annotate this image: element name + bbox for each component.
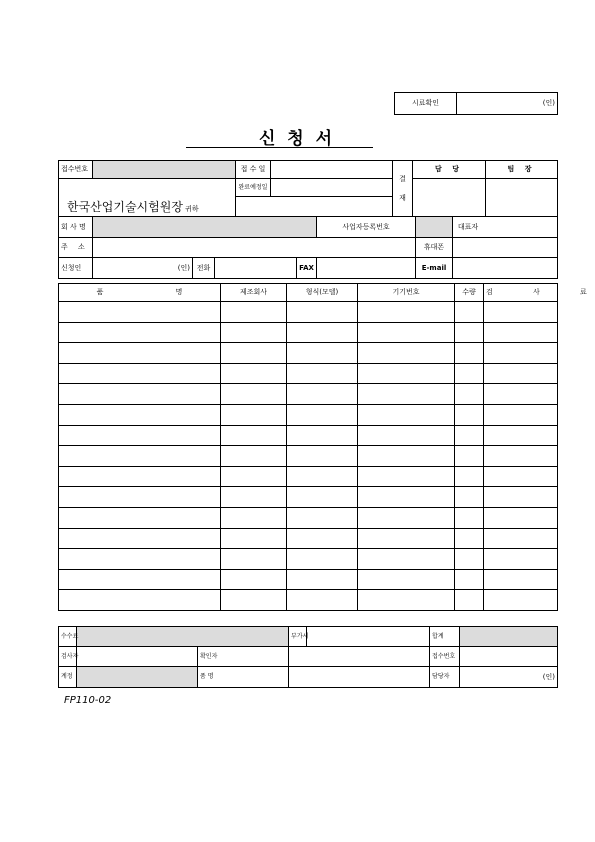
table-cell-inspection-fee[interactable]	[484, 322, 558, 343]
fax-label: FAX	[297, 258, 317, 279]
table-row	[59, 384, 558, 405]
table-cell-device-no[interactable]	[358, 343, 455, 364]
footer-item-label: 품 명	[198, 667, 289, 688]
receipt-no-label: 접수번호	[59, 161, 93, 179]
table-cell-model[interactable]	[287, 590, 358, 611]
total-field[interactable]	[460, 627, 558, 647]
table-cell-item-name[interactable]	[59, 302, 221, 323]
address-label: 주 소	[59, 238, 93, 258]
table-cell-quantity[interactable]	[455, 487, 484, 508]
table-cell-inspection-fee[interactable]	[484, 528, 558, 549]
table-cell-device-no[interactable]	[358, 446, 455, 467]
table-cell-inspection-fee[interactable]	[484, 466, 558, 487]
phone-label: 전화	[193, 258, 215, 279]
fee-field[interactable]	[77, 627, 289, 647]
table-cell-manufacturer[interactable]	[221, 446, 287, 467]
table-cell-model[interactable]	[287, 466, 358, 487]
table-cell-manufacturer[interactable]	[221, 302, 287, 323]
table-cell-quantity[interactable]	[455, 590, 484, 611]
table-cell-quantity[interactable]	[455, 446, 484, 467]
sample-confirm-label: 시료확인	[395, 93, 457, 115]
table-cell-manufacturer[interactable]	[221, 363, 287, 384]
title-underline	[186, 147, 373, 148]
table-cell-quantity[interactable]	[455, 302, 484, 323]
table-cell-inspection-fee[interactable]	[484, 507, 558, 528]
vat-label: 부가세	[289, 627, 307, 647]
receipt-date-field[interactable]	[271, 161, 393, 179]
table-cell-device-no[interactable]	[358, 466, 455, 487]
column-header-device-no: 기기번호	[358, 284, 455, 302]
table-cell-quantity[interactable]	[455, 343, 484, 364]
table-row	[59, 487, 558, 508]
table-cell-item-name[interactable]	[59, 487, 221, 508]
due-date-label: 완료예정일	[236, 179, 271, 197]
table-cell-device-no[interactable]	[358, 590, 455, 611]
table-cell-quantity[interactable]	[455, 466, 484, 487]
table-cell-device-no[interactable]	[358, 569, 455, 590]
addressee-suffix: 귀하	[185, 205, 199, 213]
table-cell-item-name[interactable]	[59, 322, 221, 343]
table-cell-manufacturer[interactable]	[221, 425, 287, 446]
table-cell-manufacturer[interactable]	[221, 404, 287, 425]
table-row	[59, 343, 558, 364]
column-header-quantity: 수량	[455, 284, 484, 302]
table-cell-device-no[interactable]	[358, 549, 455, 570]
table-cell-model[interactable]	[287, 569, 358, 590]
mobile-field[interactable]	[453, 238, 558, 258]
table-cell-inspection-fee[interactable]	[484, 425, 558, 446]
approval-label-bottom: 재	[399, 193, 406, 202]
table-cell-quantity[interactable]	[455, 425, 484, 446]
table-cell-model[interactable]	[287, 302, 358, 323]
table-cell-inspection-fee[interactable]	[484, 302, 558, 323]
column-header-manufacturer: 제조회사	[221, 284, 287, 302]
table-cell-manufacturer[interactable]	[221, 466, 287, 487]
table-cell-inspection-fee[interactable]	[484, 487, 558, 508]
table-cell-item-name[interactable]	[59, 466, 221, 487]
table-cell-item-name[interactable]	[59, 363, 221, 384]
table-cell-device-no[interactable]	[358, 363, 455, 384]
table-cell-item-name[interactable]	[59, 384, 221, 405]
footer-receipt-no-label: 접수번호	[430, 647, 460, 667]
sample-confirm-seal-field[interactable]: (인)	[457, 93, 558, 115]
table-cell-quantity[interactable]	[455, 549, 484, 570]
table-cell-model[interactable]	[287, 487, 358, 508]
vat-field[interactable]	[307, 627, 430, 647]
manager-label: 확인자	[198, 647, 289, 667]
manager-field[interactable]	[289, 647, 430, 667]
table-cell-device-no[interactable]	[358, 384, 455, 405]
table-cell-manufacturer[interactable]	[221, 384, 287, 405]
approval-label	[393, 161, 413, 217]
ceo-cell	[453, 217, 558, 238]
table-row	[59, 302, 558, 323]
column-header-model: 형식(모델)	[287, 284, 358, 302]
table-cell-item-name[interactable]	[59, 404, 221, 425]
table-cell-inspection-fee[interactable]	[484, 590, 558, 611]
table-cell-device-no[interactable]	[358, 322, 455, 343]
table-cell-manufacturer[interactable]	[221, 590, 287, 611]
table-row	[59, 466, 558, 487]
column-header-item-name: 품 명	[59, 284, 221, 302]
address-field[interactable]	[93, 238, 416, 258]
company-field[interactable]	[93, 217, 317, 238]
form-code: FP110-02	[64, 695, 112, 706]
table-row	[59, 425, 558, 446]
table-row	[59, 404, 558, 425]
person-in-charge-field[interactable]: (인)	[460, 667, 558, 688]
table-cell-model[interactable]	[287, 507, 358, 528]
table-row	[59, 528, 558, 549]
table-cell-inspection-fee[interactable]	[484, 446, 558, 467]
total-label: 합계	[430, 627, 460, 647]
applicant-label: 신청인	[59, 258, 93, 279]
person-in-charge-label: 담당자	[430, 667, 460, 688]
ceo-label: 대표자	[457, 222, 479, 231]
team-lead-label: 팀 장	[486, 161, 558, 179]
table-cell-model[interactable]	[287, 446, 358, 467]
addressee-name: 한국산업기술시험원장	[67, 200, 183, 214]
table-cell-quantity[interactable]	[455, 322, 484, 343]
applicant-field[interactable]: (인)	[93, 258, 193, 279]
table-cell-inspection-fee[interactable]	[484, 549, 558, 570]
fax-field[interactable]	[317, 258, 416, 279]
footer-receipt-no-field[interactable]	[460, 647, 558, 667]
account-field[interactable]	[77, 667, 198, 688]
items-body	[59, 302, 558, 611]
table-cell-item-name[interactable]	[59, 590, 221, 611]
phone-field[interactable]	[215, 258, 297, 279]
footer-table	[58, 626, 558, 688]
biz-reg-no-field[interactable]	[416, 217, 453, 238]
table-cell-item-name[interactable]	[59, 507, 221, 528]
table-cell-quantity[interactable]	[455, 363, 484, 384]
table-cell-inspection-fee[interactable]	[484, 363, 558, 384]
table-cell-device-no[interactable]	[358, 404, 455, 425]
table-cell-item-name[interactable]	[59, 528, 221, 549]
table-cell-manufacturer[interactable]	[221, 528, 287, 549]
table-cell-manufacturer[interactable]	[221, 322, 287, 343]
table-row	[59, 569, 558, 590]
table-cell-model[interactable]	[287, 363, 358, 384]
staff-sign-field[interactable]	[413, 179, 486, 217]
email-field[interactable]	[453, 258, 558, 279]
approval-label-top: 결	[399, 175, 406, 184]
table-cell-model[interactable]	[287, 425, 358, 446]
table-cell-item-name[interactable]	[59, 549, 221, 570]
table-cell-quantity[interactable]	[455, 384, 484, 405]
table-cell-manufacturer[interactable]	[221, 487, 287, 508]
inspector-label: 검사자	[59, 647, 77, 667]
table-cell-device-no[interactable]	[358, 507, 455, 528]
receipt-date-label: 접 수 일	[236, 161, 271, 179]
footer-item-field[interactable]	[289, 667, 430, 688]
table-row	[59, 322, 558, 343]
table-cell-model[interactable]	[287, 404, 358, 425]
items-header-row	[59, 284, 558, 302]
table-cell-quantity[interactable]	[455, 507, 484, 528]
table-cell-quantity[interactable]	[455, 404, 484, 425]
table-cell-inspection-fee[interactable]	[484, 569, 558, 590]
account-label: 계정	[59, 667, 77, 688]
table-cell-model[interactable]	[287, 343, 358, 364]
table-cell-inspection-fee[interactable]	[484, 343, 558, 364]
table-row	[59, 507, 558, 528]
column-header-inspection-fee: 검 사 료	[484, 284, 558, 302]
receipt-no-field[interactable]	[93, 161, 236, 179]
table-cell-device-no[interactable]	[358, 528, 455, 549]
table-cell-model[interactable]	[287, 384, 358, 405]
table-cell-model[interactable]	[287, 549, 358, 570]
fee-label: 수수료	[59, 627, 77, 647]
header-table	[58, 160, 558, 217]
table-cell-manufacturer[interactable]	[221, 507, 287, 528]
inspector-field[interactable]	[77, 647, 198, 667]
email-label: E-mail	[416, 258, 453, 279]
table-cell-inspection-fee[interactable]	[484, 404, 558, 425]
page-title: 신 청 서	[258, 129, 336, 149]
applicant-table	[58, 216, 558, 279]
mobile-label: 휴대폰	[416, 238, 453, 258]
items-table	[58, 283, 591, 611]
table-cell-manufacturer[interactable]	[221, 549, 287, 570]
table-cell-device-no[interactable]	[358, 425, 455, 446]
staff-label: 담 당	[413, 161, 486, 179]
table-cell-device-no[interactable]	[358, 487, 455, 508]
due-date-field[interactable]	[271, 179, 393, 197]
table-cell-model[interactable]	[287, 528, 358, 549]
table-row	[59, 549, 558, 570]
addressee-cell	[59, 179, 236, 217]
table-cell-item-name[interactable]	[59, 425, 221, 446]
table-cell-item-name[interactable]	[59, 569, 221, 590]
table-row	[59, 590, 558, 611]
table-cell-quantity[interactable]	[455, 569, 484, 590]
table-cell-model[interactable]	[287, 322, 358, 343]
table-cell-device-no[interactable]	[358, 302, 455, 323]
table-row	[59, 446, 558, 467]
table-cell-manufacturer[interactable]	[221, 343, 287, 364]
table-cell-item-name[interactable]	[59, 446, 221, 467]
company-label: 회 사 명	[59, 217, 93, 238]
header-blank-cell	[236, 197, 393, 217]
team-lead-sign-field[interactable]	[486, 179, 558, 217]
biz-reg-no-label: 사업자등록번호	[317, 217, 416, 238]
sample-confirm-box	[394, 92, 558, 115]
table-row	[59, 363, 558, 384]
table-cell-item-name[interactable]	[59, 343, 221, 364]
table-cell-manufacturer[interactable]	[221, 569, 287, 590]
table-cell-quantity[interactable]	[455, 528, 484, 549]
table-cell-inspection-fee[interactable]	[484, 384, 558, 405]
